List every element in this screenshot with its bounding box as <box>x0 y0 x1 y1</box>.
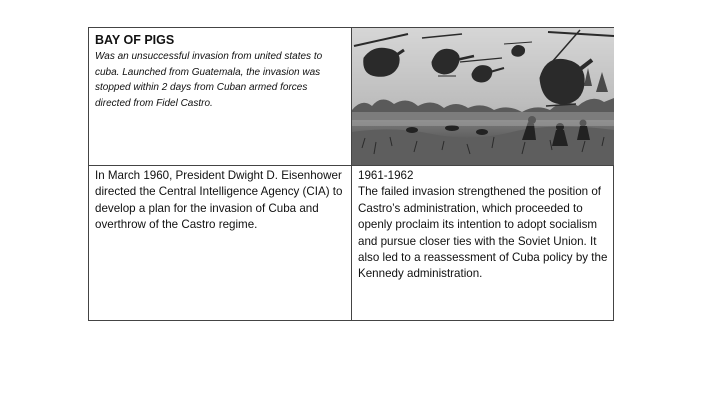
info-table <box>88 27 614 321</box>
section-title: BAY OF PIGS <box>95 33 175 47</box>
aftermath-years: 1961-1962 <box>358 169 414 182</box>
photo-cell <box>352 28 614 165</box>
intro-cell <box>89 28 351 165</box>
origin-cell <box>89 166 351 321</box>
aftermath-text: The failed invasion strengthened the position of Castro’s administration, which proceeded to openly proclaim its intention to adopt socialism and pursue closer ties with the Soviet Union. It also led to a reassessment of Cuba policy by the Kennedy administration. <box>358 185 608 281</box>
intro-description: Was an unsuccessful invasion from united states to cuba. Launched from Guatemala, the invasion was stopped within 2 days from Cuban armed forces directed from Fidel Castro. <box>95 51 323 109</box>
helicopter-battle-photo <box>352 28 614 165</box>
aftermath-cell <box>352 166 614 321</box>
origin-text: In March 1960, President Dwight D. Eisenhower directed the Central Intelligence Agency (CIA) to develop a plan for the invasion of Cuba and overthrow of the Castro regime. <box>95 169 343 232</box>
